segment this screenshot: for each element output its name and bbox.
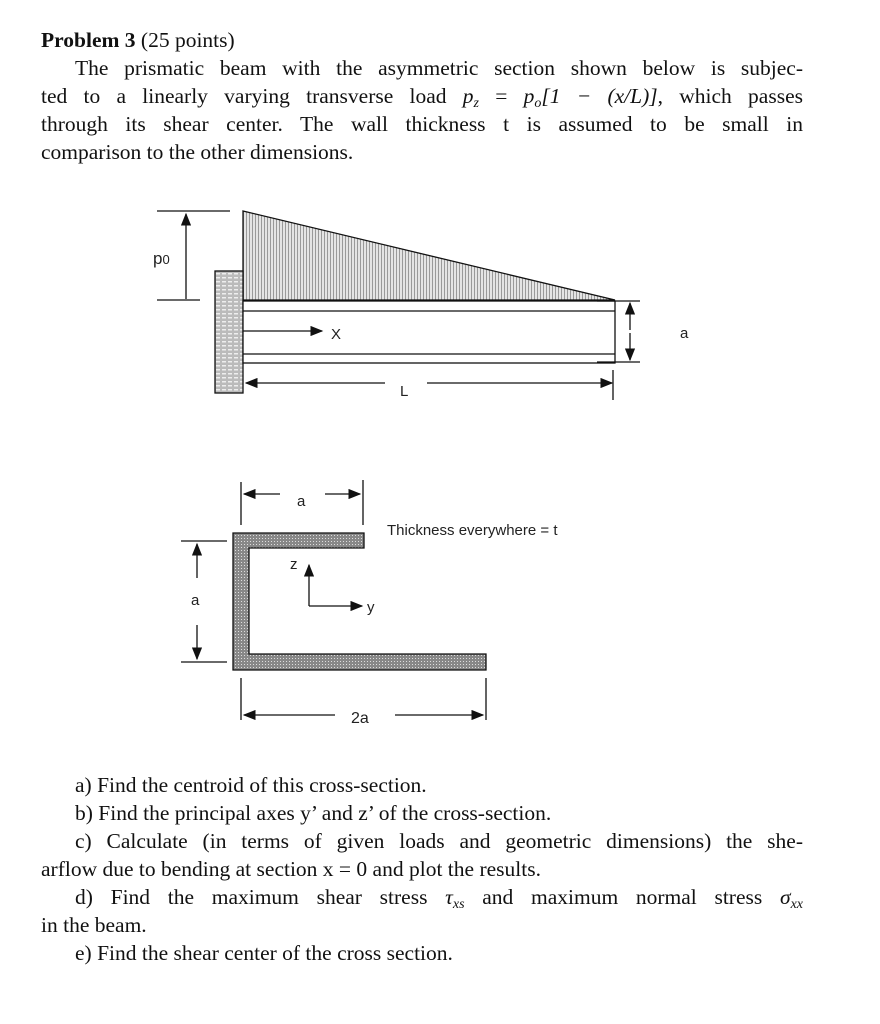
bracket-term: [1 − (x/L)]	[541, 84, 658, 108]
po-symbol: p	[523, 84, 535, 108]
distributed-load	[243, 211, 615, 300]
section-figure	[181, 480, 486, 720]
height-label: a	[191, 592, 200, 609]
problem-points: (25 points)	[140, 28, 235, 52]
beam-figure	[157, 211, 640, 400]
question-a: a) Find the centroid of this cross-section.	[75, 773, 427, 797]
intro-text: ted to a linearly varying transverse load	[41, 84, 447, 108]
c-section	[233, 533, 486, 670]
question-d-text: d) Find the maximum shear stress	[75, 885, 428, 909]
bottom-flange-label: 2a	[351, 710, 369, 727]
question-d-text2: and maximum normal stress	[482, 885, 763, 909]
question-c-cont: arflow due to bending at section x = 0 and plot the results.	[41, 857, 541, 881]
intro-line-4: comparison to the other dimensions.	[41, 140, 354, 164]
length-label: L	[400, 383, 409, 400]
x-axis-label: X	[331, 326, 342, 343]
problem-number: Problem 3	[41, 28, 136, 52]
top-flange-label: a	[297, 493, 306, 510]
depth-label: a	[680, 325, 689, 342]
question-b: b) Find the principal axes y’ and z’ of the cross-section.	[75, 801, 552, 825]
question-e: e) Find the shear center of the cross section.	[75, 941, 453, 965]
tau-symbol: $\tau_{xs}$	[445, 885, 465, 912]
question-d-cont: in the beam.	[41, 913, 147, 937]
z-axis-label: z	[290, 556, 298, 573]
po-sub: o	[534, 96, 542, 111]
y-axis-label: y	[367, 599, 375, 616]
equals: =	[478, 84, 524, 108]
question-c: c) Calculate (in terms of given loads and geometric dimensions) the she-	[75, 829, 803, 853]
intro-text-end: , which passes	[657, 84, 803, 108]
pz-symbol: p	[462, 84, 474, 108]
wall-support	[215, 271, 243, 393]
sigma-symbol: $\sigma_{xx}$	[779, 885, 803, 912]
intro-line-3: through its shear center. The wall thickness t is assumed to be small in	[41, 112, 803, 136]
thickness-note: Thickness everywhere = t	[387, 522, 558, 539]
question-d	[41, 883, 803, 911]
intro-line-1: The prismatic beam with the asymmetric section shown below is subjec-	[75, 56, 803, 80]
p0-label: p0	[153, 249, 170, 268]
pz-sub: z	[473, 96, 479, 111]
